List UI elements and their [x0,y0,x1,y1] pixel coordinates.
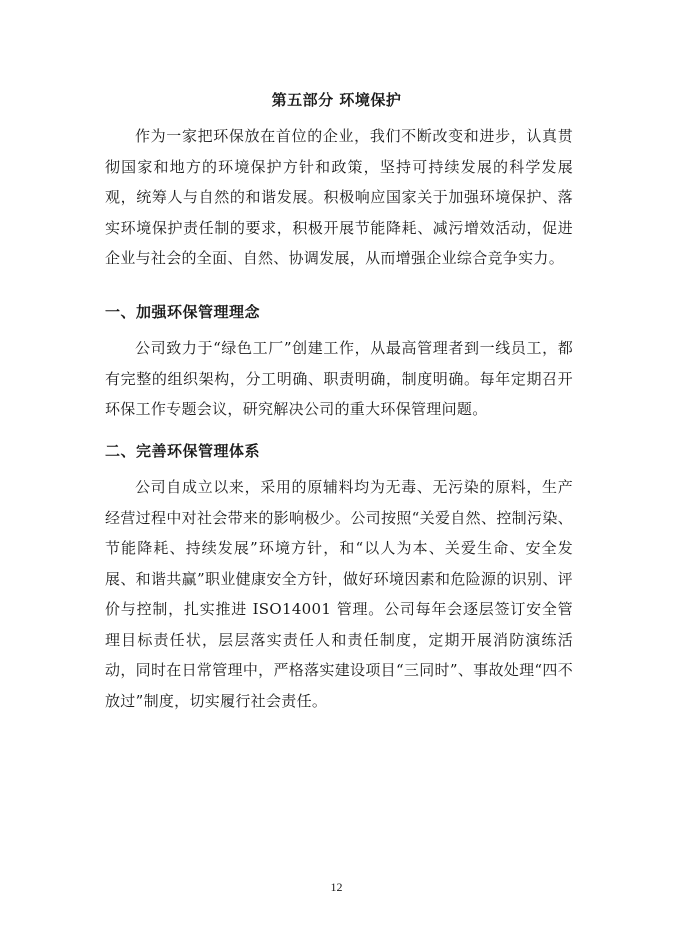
section-body-2: 公司自成立以来，采用的原辅料均为无毒、无污染的原料，生产经营过程中对社会带来的影响极少。公司按照“关爱自然、控制污染、节能降耗、持续发展”环境方针，和“以人为本、关爱生命、安全发展、和谐共赢”职业健康安全方针，做好环境因素和危险源的识别、评价与控制，扎实推进 ISO14001 管理。公司每年会逐层签订安全管理目标责任状，层层落实责任人和责任制度，定期开展消防演练活动，同时在日常管理中，严格落实建设项目“三同时”、事故处理“四不放过”制度，切实履行社会责任。 [105,478,573,710]
section-heading-1: 一、加强环保管理理念 [105,303,261,321]
page-number: 12 [330,880,343,894]
section-body-1: 公司致力于“绿色工厂”创建工作，从最高管理者到一线员工，都有完整的组织架构，分工明确、职责明确，制度明确。每年定期召开环保工作专题会议，研究解决公司的重大环保管理问题。 [105,339,573,418]
page-title: 第五部分 环境保护 [271,91,402,109]
intro-paragraph: 作为一家把环保放在首位的企业，我们不断改变和进步，认真贯彻国家和地方的环境保护方针和政策，坚持可持续发展的科学发展观，统筹人与自然的和谐发展。积极响应国家关于加强环境保护、落实环境保护责任制的要求，积极开展节能降耗、减污增效活动，促进企业与社会的全面、自然、协调发展，从而增强企业综合竞争实力。 [105,127,573,267]
section-heading-2: 二、完善环保管理体系 [105,442,261,460]
